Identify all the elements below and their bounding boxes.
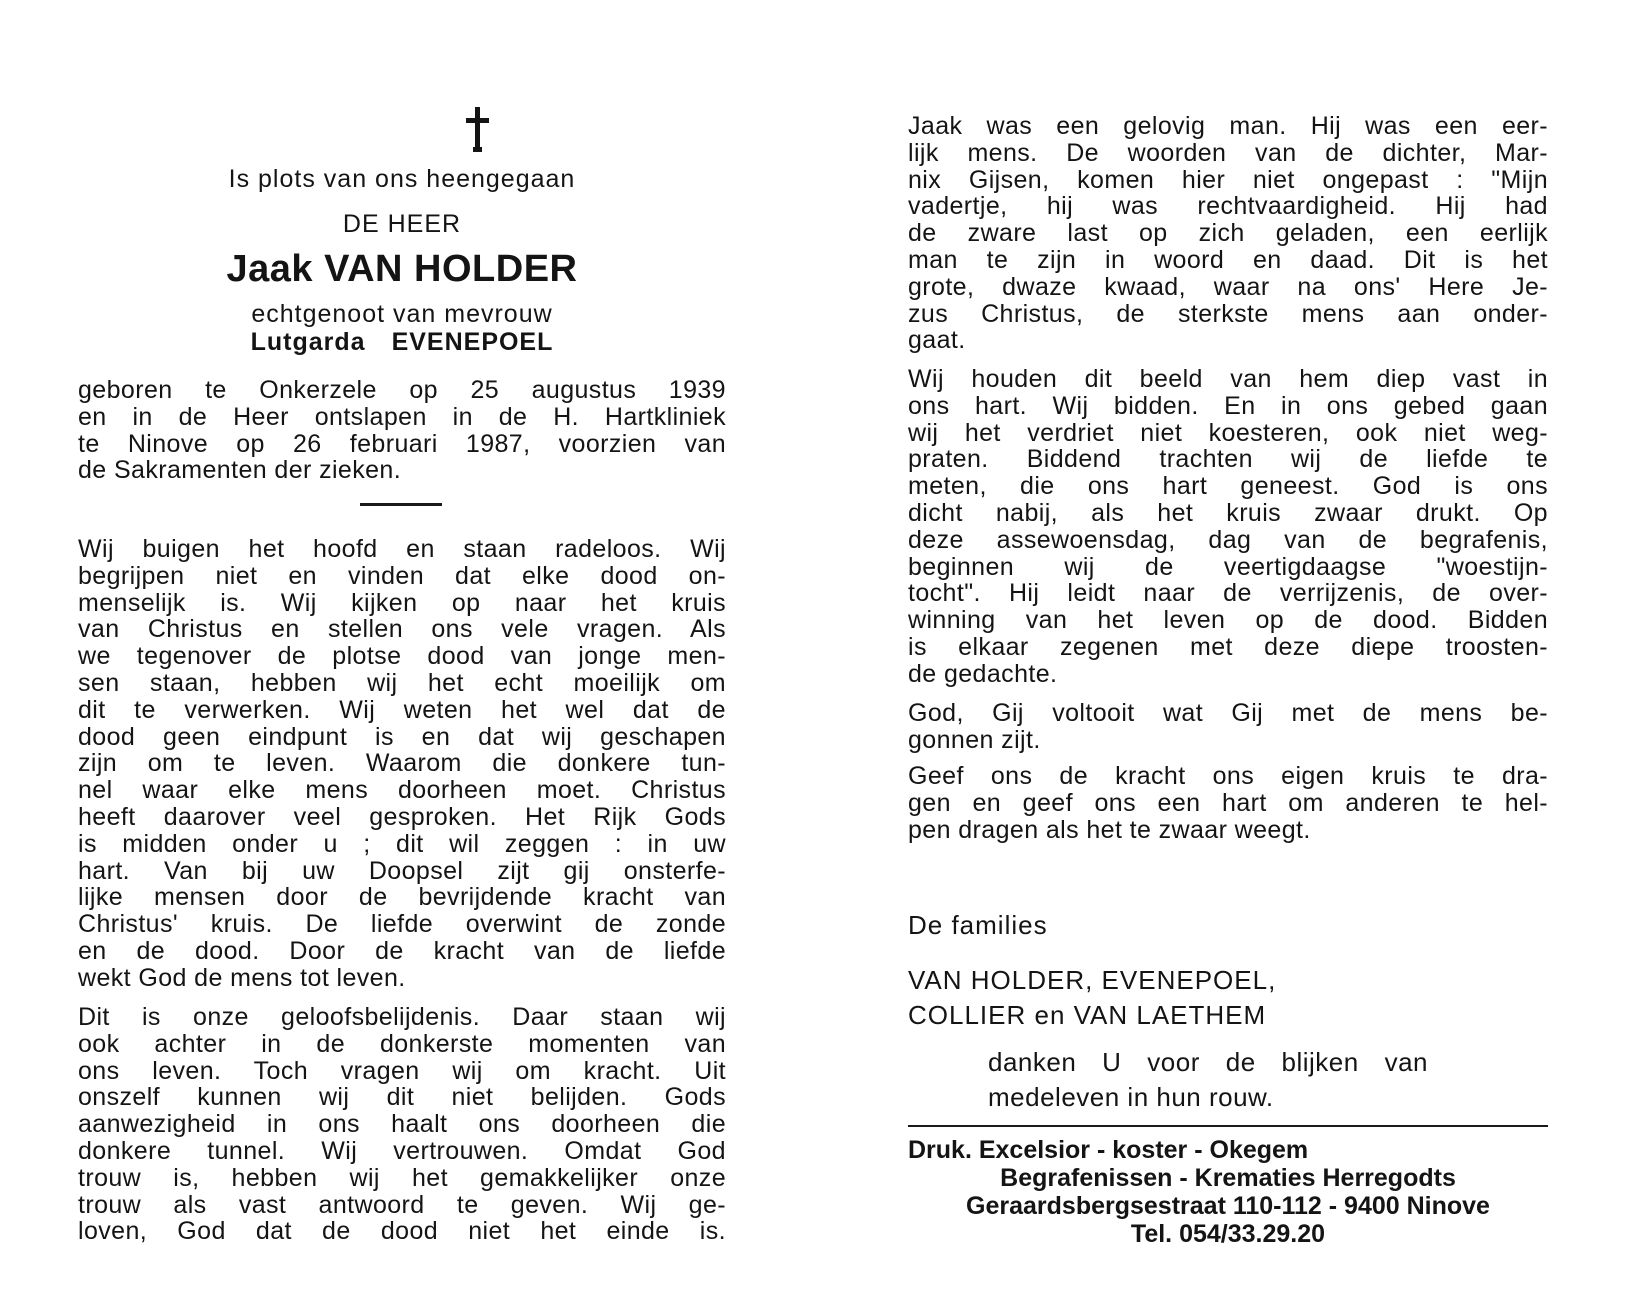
text-line: dood geen eindpunt is en dat wij geschapen [78, 722, 726, 751]
text-line: medeleven in hun rouw. [988, 1082, 1274, 1112]
text-line: heeft daarover veel gesproken. Het Rijk Gods [78, 802, 726, 831]
text-line: zijn om te leven. Waarom die donkere tun- [78, 749, 726, 778]
text-line: lijke mensen door de bevrijdende kracht van [78, 883, 726, 912]
tribute-paragraph-1 [908, 113, 1548, 354]
text-line: trouw als vast antwoord te geven. Wij ge- [78, 1190, 726, 1219]
text-line: meten, die ons hart geneest. God is ons [908, 472, 1548, 501]
text-line: danken U voor de blijken van [988, 1047, 1428, 1077]
closing-paragraph [908, 763, 1548, 843]
divider [360, 503, 442, 506]
prayer-paragraph [908, 700, 1548, 754]
address-line: Geraardsbergsestraat 110-112 - 9400 Ninove [966, 1192, 1490, 1220]
text-line: ook achter in de donkerste momenten van [78, 1029, 726, 1058]
text-line: is midden onder u ; dit wil zeggen : in uw [78, 829, 726, 858]
text-line: de zware last op zich geladen, een eerlijk [908, 219, 1548, 248]
text-line: dicht nabij, als het kruis zwaar drukt. Op [908, 498, 1548, 527]
title-line: DE HEER [342, 210, 462, 238]
text-line: gonnen zijt. [908, 725, 1041, 754]
text-line: Wij buigen het hoofd en staan radeloos. Wij [78, 535, 726, 563]
text-line: ons leven. Toch vragen wij om kracht. Uit [78, 1056, 726, 1085]
printer-line: Druk. Excelsior - koster - Okegem [908, 1136, 1309, 1164]
families-label: De families [908, 910, 1048, 940]
text-line: zus Christus, de sterkste mens aan onder- [908, 299, 1548, 328]
reflection-paragraph-1 [78, 536, 726, 992]
text-line: menselijk is. Wij kijken op naar het kruis [78, 588, 726, 617]
text-line: ons hart. Wij bidden. En in ons gebed gaan [908, 391, 1548, 420]
text-line: winning van het leven op de dood. Bidden [908, 606, 1548, 635]
spouse-line: echtgenoot van mevrouw [251, 300, 553, 328]
spouse-last-name: EVENEPOEL [391, 328, 554, 356]
text-line: Wij houden dit beeld van hem diep vast in [908, 365, 1548, 393]
text-line: geboren te Onkerzele op 25 augustus 1939 [78, 376, 726, 404]
text-line: sen staan, hebben wij het echt moeilijk om [78, 668, 726, 697]
text-line: beginnen wij de veertigdaagse "woestijn- [908, 552, 1548, 581]
text-line: tocht". Hij leidt naar de verrijzenis, de over- [908, 579, 1548, 608]
families-names-2: COLLIER en VAN LAETHEM [908, 1000, 1267, 1030]
text-line: aanwezigheid in ons haalt ons doorheen die [78, 1110, 726, 1139]
text-line: Christus' kruis. De liefde overwint de zonde [78, 910, 726, 939]
text-line: man te zijn in woord en daad. Dit is het [908, 245, 1548, 274]
text-line: gaat. [908, 326, 966, 355]
text-line: en de dood. Door de kracht van de liefde [78, 936, 726, 965]
text-line: praten. Biddend trachten wij de liefde te [908, 445, 1548, 474]
tribute-paragraph-2 [908, 366, 1548, 688]
text-line: dit te verwerken. Wij weten het wel dat de [78, 695, 726, 724]
text-line: Dit is onze geloofsbelijdenis. Daar staan wij [78, 1003, 726, 1031]
text-line: loven, God dat de dood niet het einde is. [78, 1217, 726, 1246]
text-line: pen dragen als het te zwaar weegt. [908, 815, 1311, 844]
divider [908, 1125, 1548, 1127]
text-line: en in de Heer ontslapen in de H. Hartkliniek [78, 402, 726, 431]
spouse-name [78, 328, 726, 357]
text-line: is elkaar zegenen met deze diepe troosten- [908, 632, 1548, 661]
text-line: Geef ons de kracht ons eigen kruis te dra- [908, 762, 1548, 790]
text-line: grote, dwaze kwaad, waar na ons' Here Je- [908, 272, 1548, 301]
thanks-text [988, 1045, 1428, 1115]
text-line: donkere tunnel. Wij vertrouwen. Omdat God [78, 1136, 726, 1165]
birth-paragraph [78, 377, 726, 484]
phone-line: Tel. 054/33.29.20 [1130, 1220, 1326, 1248]
text-line: de Sakramenten der zieken. [78, 456, 402, 485]
text-line: deze assewoensdag, dag van de begrafenis, [908, 525, 1548, 554]
reflection-paragraph-2 [78, 1004, 726, 1245]
text-line: wij het verdriet niet koesteren, ook niet weg- [908, 418, 1548, 447]
text-line: lijk mens. De woorden van de dichter, Mar- [908, 138, 1548, 167]
deceased-name: Jaak VAN HOLDER [226, 248, 578, 290]
spouse-first-name: Lutgarda [250, 328, 366, 356]
text-line: nel waar elke mens doorheen moet. Christus [78, 776, 726, 805]
families-names-1: VAN HOLDER, EVENEPOEL, [908, 965, 1277, 995]
text-line: de gedachte. [908, 659, 1058, 688]
text-line: wekt God de mens tot leven. [78, 963, 406, 992]
text-line: te Ninove op 26 februari 1987, voorzien van [78, 429, 726, 458]
text-line: van Christus en stellen ons vele vragen. Als [78, 615, 726, 644]
text-line: onszelf kunnen wij dit niet belijden. Gods [78, 1083, 726, 1112]
cross-icon [458, 105, 498, 155]
text-line: hart. Van bij uw Doopsel zijt gij onsterfe- [78, 856, 726, 885]
text-line: nix Gijsen, komen hier niet ongepast : "Mijn [908, 165, 1548, 194]
text-line: God, Gij voltooit wat Gij met de mens be- [908, 699, 1548, 727]
text-line: we tegenover de plotse dood van jonge men- [78, 642, 726, 671]
intro-line: Is plots van ons heengegaan [228, 165, 576, 193]
text-line: trouw is, hebben wij het gemakkelijker onze [78, 1163, 726, 1192]
text-line: Jaak was een gelovig man. Hij was een eer- [908, 112, 1548, 140]
text-line: vadertje, hij was rechtvaardigheid. Hij had [908, 192, 1548, 221]
text-line: gen en geef ons een hart om anderen te hel- [908, 788, 1548, 817]
text-line: begrijpen niet en vinden dat elke dood on- [78, 561, 726, 590]
funeral-home-line: Begrafenissen - Krematies Herregodts [1000, 1164, 1456, 1192]
